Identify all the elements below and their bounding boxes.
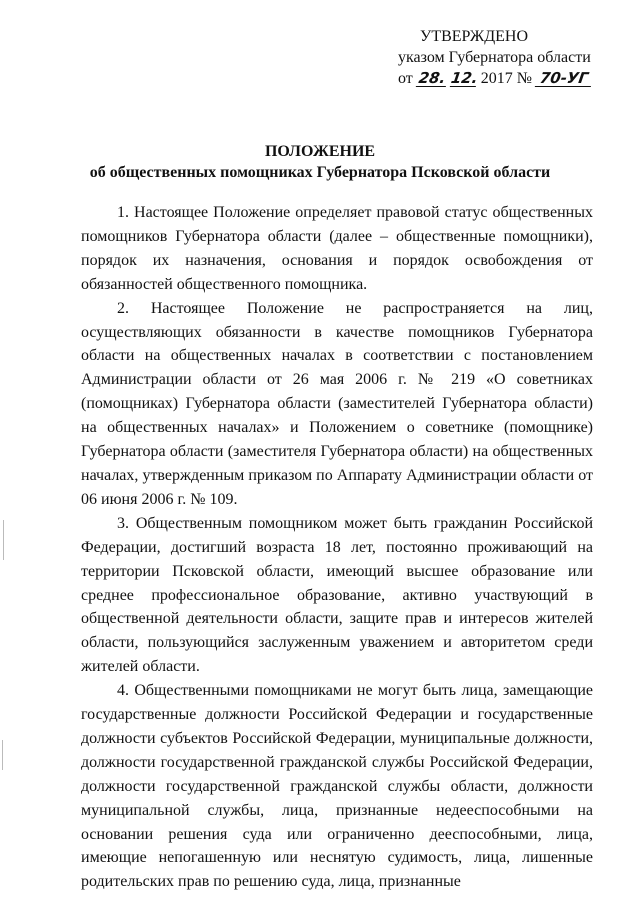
document-body [81, 200, 593, 894]
handwritten-month: 12. [449, 69, 479, 87]
approval-date-line [398, 68, 592, 89]
scan-edge-mark [2, 740, 3, 770]
paragraph-2: 2. Настоящее Положение не распространяется на лиц, осуществляющих обязанности в качестве помощников Губернатора области на общественных началах в соответствии с постановлением Администрации области от 26 мая 2006 г. № 219 «О советниках (помощниках) Губернатора области (заместителей Губернатора области) на общественных началах» и Положением о советнике (помощнике) Губернатора области (заместителя Губернатора области) на общественных началах, утвержденным приказом по Аппарату Администрации области от 06 июня 2006 г. № 109. [81, 299, 593, 508]
document-title: ПОЛОЖЕНИЕ [264, 143, 376, 160]
paragraph-1: 1. Настоящее Положение определяет правовой статус общественных помощников Губернатора области (далее – общественные помощники), порядок их назначения, основания и порядок освобождения от обязанностей общественного помощника. [81, 204, 593, 293]
approval-stamp [398, 26, 592, 89]
date-prefix: от [398, 70, 413, 87]
paragraph-4: 4. Общественными помощниками не могут быть лица, замещающие государственные должности Российской Федерации и государственные должности субъектов Российской Федерации, муниципальные должности, должности государственной гражданской службы Российской Федерации, должности государственной гражданской службы области, должности муниципальной службы, лица, признанные недееспособными на основании решения суда или ограниченно дееспособными, лица, имеющие непогашенную или неснятую судимость, лица, лишенные родительских прав по решению суда, лица, признанные [81, 682, 593, 891]
scan-edge-mark [3, 520, 4, 560]
paragraph-3: 3. Общественным помощником может быть гражданин Российской Федерации, достигший возраста 18 лет, постоянно проживающий на территории Псковской области, имеющий высшее образование или среднее профессиональное образование, активно участвующий в общественной деятельности области, защите прав и интересов жителей области, пользующийся заслуженным уважением и авторитетом среди жителей области. [81, 514, 593, 676]
document-subtitle: об общественных помощниках Губернатора Псковской области [89, 164, 551, 181]
handwritten-day: 28. [417, 69, 447, 87]
approval-heading: УТВЕРЖДЕНО [420, 28, 529, 45]
year-and-number-label: 2017 № [480, 70, 533, 87]
approval-authority: указом Губернатора области [398, 49, 591, 66]
handwritten-number: 70-УГ [535, 70, 593, 87]
